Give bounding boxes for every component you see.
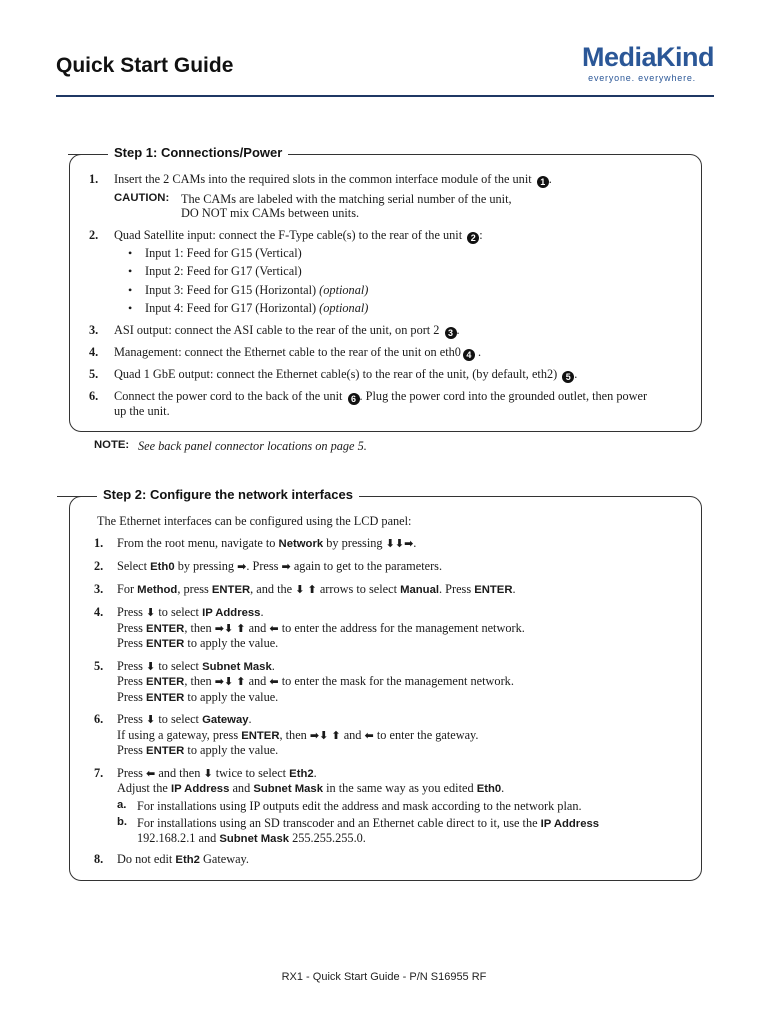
bullet-icon: • xyxy=(128,246,133,260)
step2-item-7-line1: Press ⬅ and then ⬇ twice to select Eth2. xyxy=(117,766,317,780)
substep-b-label: b. xyxy=(117,816,128,828)
step1-heading: Step 1: Connections/Power xyxy=(108,145,288,160)
step1-number-4: 4. xyxy=(89,345,99,359)
input-item-1: Input 1: Feed for G15 (Vertical) xyxy=(145,246,302,260)
page-title: Quick Start Guide xyxy=(56,54,234,77)
step1-number-6: 6. xyxy=(89,389,99,403)
step2-item-4-line3: Press ENTER to apply the value. xyxy=(117,636,279,650)
substep-a-label: a. xyxy=(117,799,127,811)
step2-item-6-line1: Press ⬇ to select Gateway. xyxy=(117,712,252,726)
page-header xyxy=(56,0,714,97)
step2-number-8: 8. xyxy=(94,852,104,866)
arrow-left-icon: ⬅ xyxy=(269,622,279,635)
step2-item-4-line1: Press ⬇ to select IP Address. xyxy=(117,605,264,619)
step1-item-6: Connect the power cord to the back of the unit 6 . Plug the power cord into the grounded outlet, then power xyxy=(114,389,648,404)
arrow-down-icon: ⬇ xyxy=(394,537,405,550)
connector-badge-3: 3 xyxy=(445,327,457,339)
logo-tagline: everyone. everywhere. xyxy=(588,73,696,83)
input-item-2: Input 2: Feed for G17 (Vertical) xyxy=(145,264,302,278)
arrow-left-icon: ⬅ xyxy=(364,729,374,742)
caution-text-1: The CAMs are labeled with the matching serial number of the unit, xyxy=(181,192,512,206)
step2-number-6: 6. xyxy=(94,712,104,726)
arrow-left-icon: ⬅ xyxy=(146,767,156,780)
caution-text-2: DO NOT mix CAMs between units. xyxy=(181,206,360,220)
arrow-down-icon: ⬇ xyxy=(146,660,156,673)
bullet-icon: • xyxy=(128,264,133,278)
step2-number-5: 5. xyxy=(94,659,104,673)
arrow-right-icon: ➡ xyxy=(281,560,291,573)
mediakind-logo xyxy=(564,42,714,86)
arrow-up-icon: ⬆ xyxy=(331,729,341,742)
note-label: NOTE: xyxy=(94,439,130,451)
step2-heading: Step 2: Configure the network interfaces xyxy=(97,487,359,502)
note-text: See back panel connector locations on page 5. xyxy=(138,439,367,453)
step1-item-6-line2: up the unit. xyxy=(114,404,170,418)
step1-number-1: 1. xyxy=(89,172,99,186)
arrow-down-icon: ⬇ xyxy=(203,767,213,780)
arrow-left-icon: ⬅ xyxy=(269,675,279,688)
step1-item-2: Quad Satellite input: connect the F-Type cable(s) to the rear of the unit 2 : xyxy=(114,228,483,243)
arrow-right-icon: ➡ xyxy=(214,622,224,635)
step1-item-5: Quad 1 GbE output: connect the Ethernet cable(s) to the rear of the unit, (by default, eth2) 5 . xyxy=(114,367,578,382)
step2-number-2: 2. xyxy=(94,559,104,573)
arrow-down-icon: ⬇ xyxy=(319,729,329,742)
arrow-down-icon: ⬇ xyxy=(223,675,234,688)
step1-item-1: Insert the 2 CAMs into the required slots in the common interface module of the unit 1 . xyxy=(114,172,552,187)
step2-item-7-line2: Adjust the IP Address and Subnet Mask in the same way as you edited Eth0. xyxy=(117,781,505,795)
step2-item-8: Do not edit Eth2 Gateway. xyxy=(117,852,249,866)
connector-badge-1: 1 xyxy=(537,176,549,188)
arrow-up-icon: ⬆ xyxy=(236,622,246,635)
caution-label: CAUTION: xyxy=(114,192,170,204)
arrow-right-icon: ➡ xyxy=(214,675,224,688)
bullet-icon: • xyxy=(128,283,133,297)
arrow-right-icon: ➡ xyxy=(404,537,414,550)
arrow-down-icon: ⬇ xyxy=(146,713,156,726)
connector-badge-6: 6 xyxy=(348,393,360,405)
page-footer: RX1 - Quick Start Guide - P/N S16955 RF xyxy=(281,971,487,983)
arrow-down-icon: ⬇ xyxy=(223,622,234,635)
connector-badge-5: 5 xyxy=(562,371,574,383)
step2-item-5-line3: Press ENTER to apply the value. xyxy=(117,690,279,704)
step2-item-2: Select Eth0 by pressing ➡. Press ➡ again to get to the parameters. xyxy=(117,559,443,573)
step2-item-6-line3: Press ENTER to apply the value. xyxy=(117,743,279,757)
step2-number-7: 7. xyxy=(94,766,104,780)
step2-item-5-line2: Press ENTER, then ➡⬇ ⬆ and ⬅ to enter the mask for the management network. xyxy=(117,674,514,688)
arrow-down-icon: ⬇ xyxy=(146,606,156,619)
bullet-icon: • xyxy=(128,301,133,315)
step2-intro: The Ethernet interfaces can be configured using the LCD panel: xyxy=(97,514,412,528)
step1-number-5: 5. xyxy=(89,367,99,381)
connector-badge-4: 4 xyxy=(463,349,475,361)
step1-item-4: Management: connect the Ethernet cable to the rear of the unit on eth0 4 . xyxy=(114,345,482,360)
step2-item-5-line1: Press ⬇ to select Subnet Mask. xyxy=(117,659,275,673)
step2-item-3: For Method, press ENTER, and the ⬇ ⬆ arrows to select Manual. Press ENTER. xyxy=(117,582,516,596)
substep-b-text: For installations using an SD transcoder and an Ethernet cable direct to it, use the IP Address xyxy=(137,816,600,830)
logo-text: MediaKind xyxy=(581,42,714,72)
step2-number-1: 1. xyxy=(94,536,104,550)
step2-item-4-line2: Press ENTER, then ➡⬇ ⬆ and ⬅ to enter the address for the management network. xyxy=(117,621,525,635)
step2-item-6-line2: If using a gateway, press ENTER, then ➡⬇ ⬆ and ⬅ to enter the gateway. xyxy=(117,728,479,742)
step2-item-1: From the root menu, navigate to Network by pressing ⬇⬇➡. xyxy=(117,536,417,550)
step2-number-3: 3. xyxy=(94,582,104,596)
step2-number-4: 4. xyxy=(94,605,104,619)
arrow-up-icon: ⬆ xyxy=(307,583,317,596)
step1-item-3: ASI output: connect the ASI cable to the rear of the unit, on port 2 3 . xyxy=(114,323,460,338)
input-item-4: Input 4: Feed for G17 (Horizontal) (optional) xyxy=(145,301,369,315)
arrow-right-icon: ➡ xyxy=(309,729,320,742)
substep-b-line2: 192.168.2.1 and Subnet Mask 255.255.255.0. xyxy=(137,831,366,845)
step1-number-3: 3. xyxy=(89,323,99,337)
arrow-up-icon: ⬆ xyxy=(236,675,246,688)
step1-number-2: 2. xyxy=(89,228,99,242)
substep-a-text: For installations using IP outputs edit the address and mask according to the network plan. xyxy=(137,799,582,813)
arrow-down-icon: ⬇ xyxy=(385,537,395,550)
arrow-right-icon: ➡ xyxy=(237,560,247,573)
input-item-3: Input 3: Feed for G15 (Horizontal) (optional) xyxy=(145,283,369,297)
arrow-down-icon: ⬇ xyxy=(295,583,305,596)
connector-badge-2: 2 xyxy=(467,232,479,244)
